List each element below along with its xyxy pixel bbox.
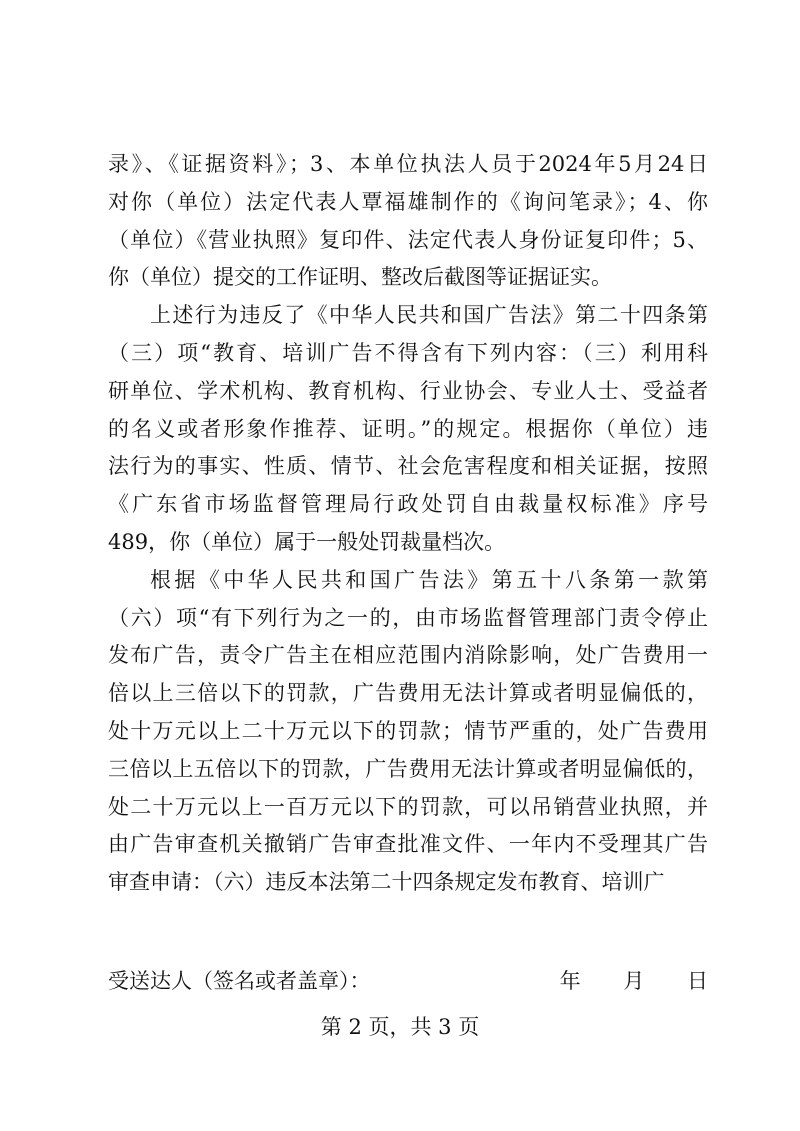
text-line: 由广告审查机关撤销广告审查批准文件、一年内不受理其广告: [108, 832, 708, 857]
recipient-signature-label: 受送达人（签名或者盖章）：: [108, 969, 371, 993]
text-line: 处二十万元以上一百万元以下的罚款，可以吊销营业执照，并: [108, 794, 708, 819]
text-line: 《广东省市场监督管理局行政处罚自由裁量权标准》序号: [108, 492, 708, 517]
signature-row: [108, 963, 708, 1000]
text-line: 审查申请：（六）违反本法第二十四条规定发布教育、培训广: [108, 870, 665, 895]
text-line: 三倍以上五倍以下的罚款，广告费用无法计算或者明显偏低的，: [108, 756, 708, 781]
text-line: 录》、《证据资料》；3、本单位执法人员于2024年5月24日: [108, 152, 708, 176]
signature-date-blank: 年 月 日: [559, 969, 708, 993]
document-body: [108, 146, 708, 902]
text-line: 对你（单位）法定代表人覃福雄制作的《询问笔录》；4、你: [108, 189, 708, 214]
text-line: 你（单位）提交的工作证明、整改后截图等证据证实。: [108, 265, 612, 290]
text-line: 根据《中华人民共和国广告法》第五十八条第一款第: [150, 567, 708, 592]
text-line: 的名义或者形象作推荐、证明。”的规定。根据你（单位）违: [108, 416, 708, 441]
text-line: 上述行为违反了《中华人民共和国广告法》第二十四条第: [150, 303, 708, 328]
paragraph: [108, 297, 708, 562]
text-line: 处十万元以上二十万元以下的罚款；情节严重的，处广告费用: [108, 718, 708, 743]
text-line: （六）项“有下列行为之一的，由市场监督管理部门责令停止: [108, 605, 708, 630]
text-line: 发布广告，责令广告主在相应范围内消除影响，处广告费用一: [108, 643, 708, 668]
paragraph: [108, 562, 708, 902]
text-line: 倍以上三倍以下的罚款，广告费用无法计算或者明显偏低的，: [108, 681, 708, 706]
text-line: （单位）《营业执照》复印件、法定代表人身份证复印件；5、: [108, 227, 708, 252]
text-line: 法行为的事实、性质、情节、社会危害程度和相关证据，按照: [108, 454, 708, 479]
page-number: 第 2 页，共 3 页: [320, 1015, 480, 1039]
text-line: 489，你（单位）属于一般处罚裁量档次。: [108, 529, 506, 554]
text-line: （三）项“教育、培训广告不得含有下列内容：（三）利用科: [108, 340, 708, 365]
paragraph: [108, 146, 708, 297]
text-line: 研单位、学术机构、教育机构、行业协会、专业人士、受益者: [108, 378, 708, 403]
